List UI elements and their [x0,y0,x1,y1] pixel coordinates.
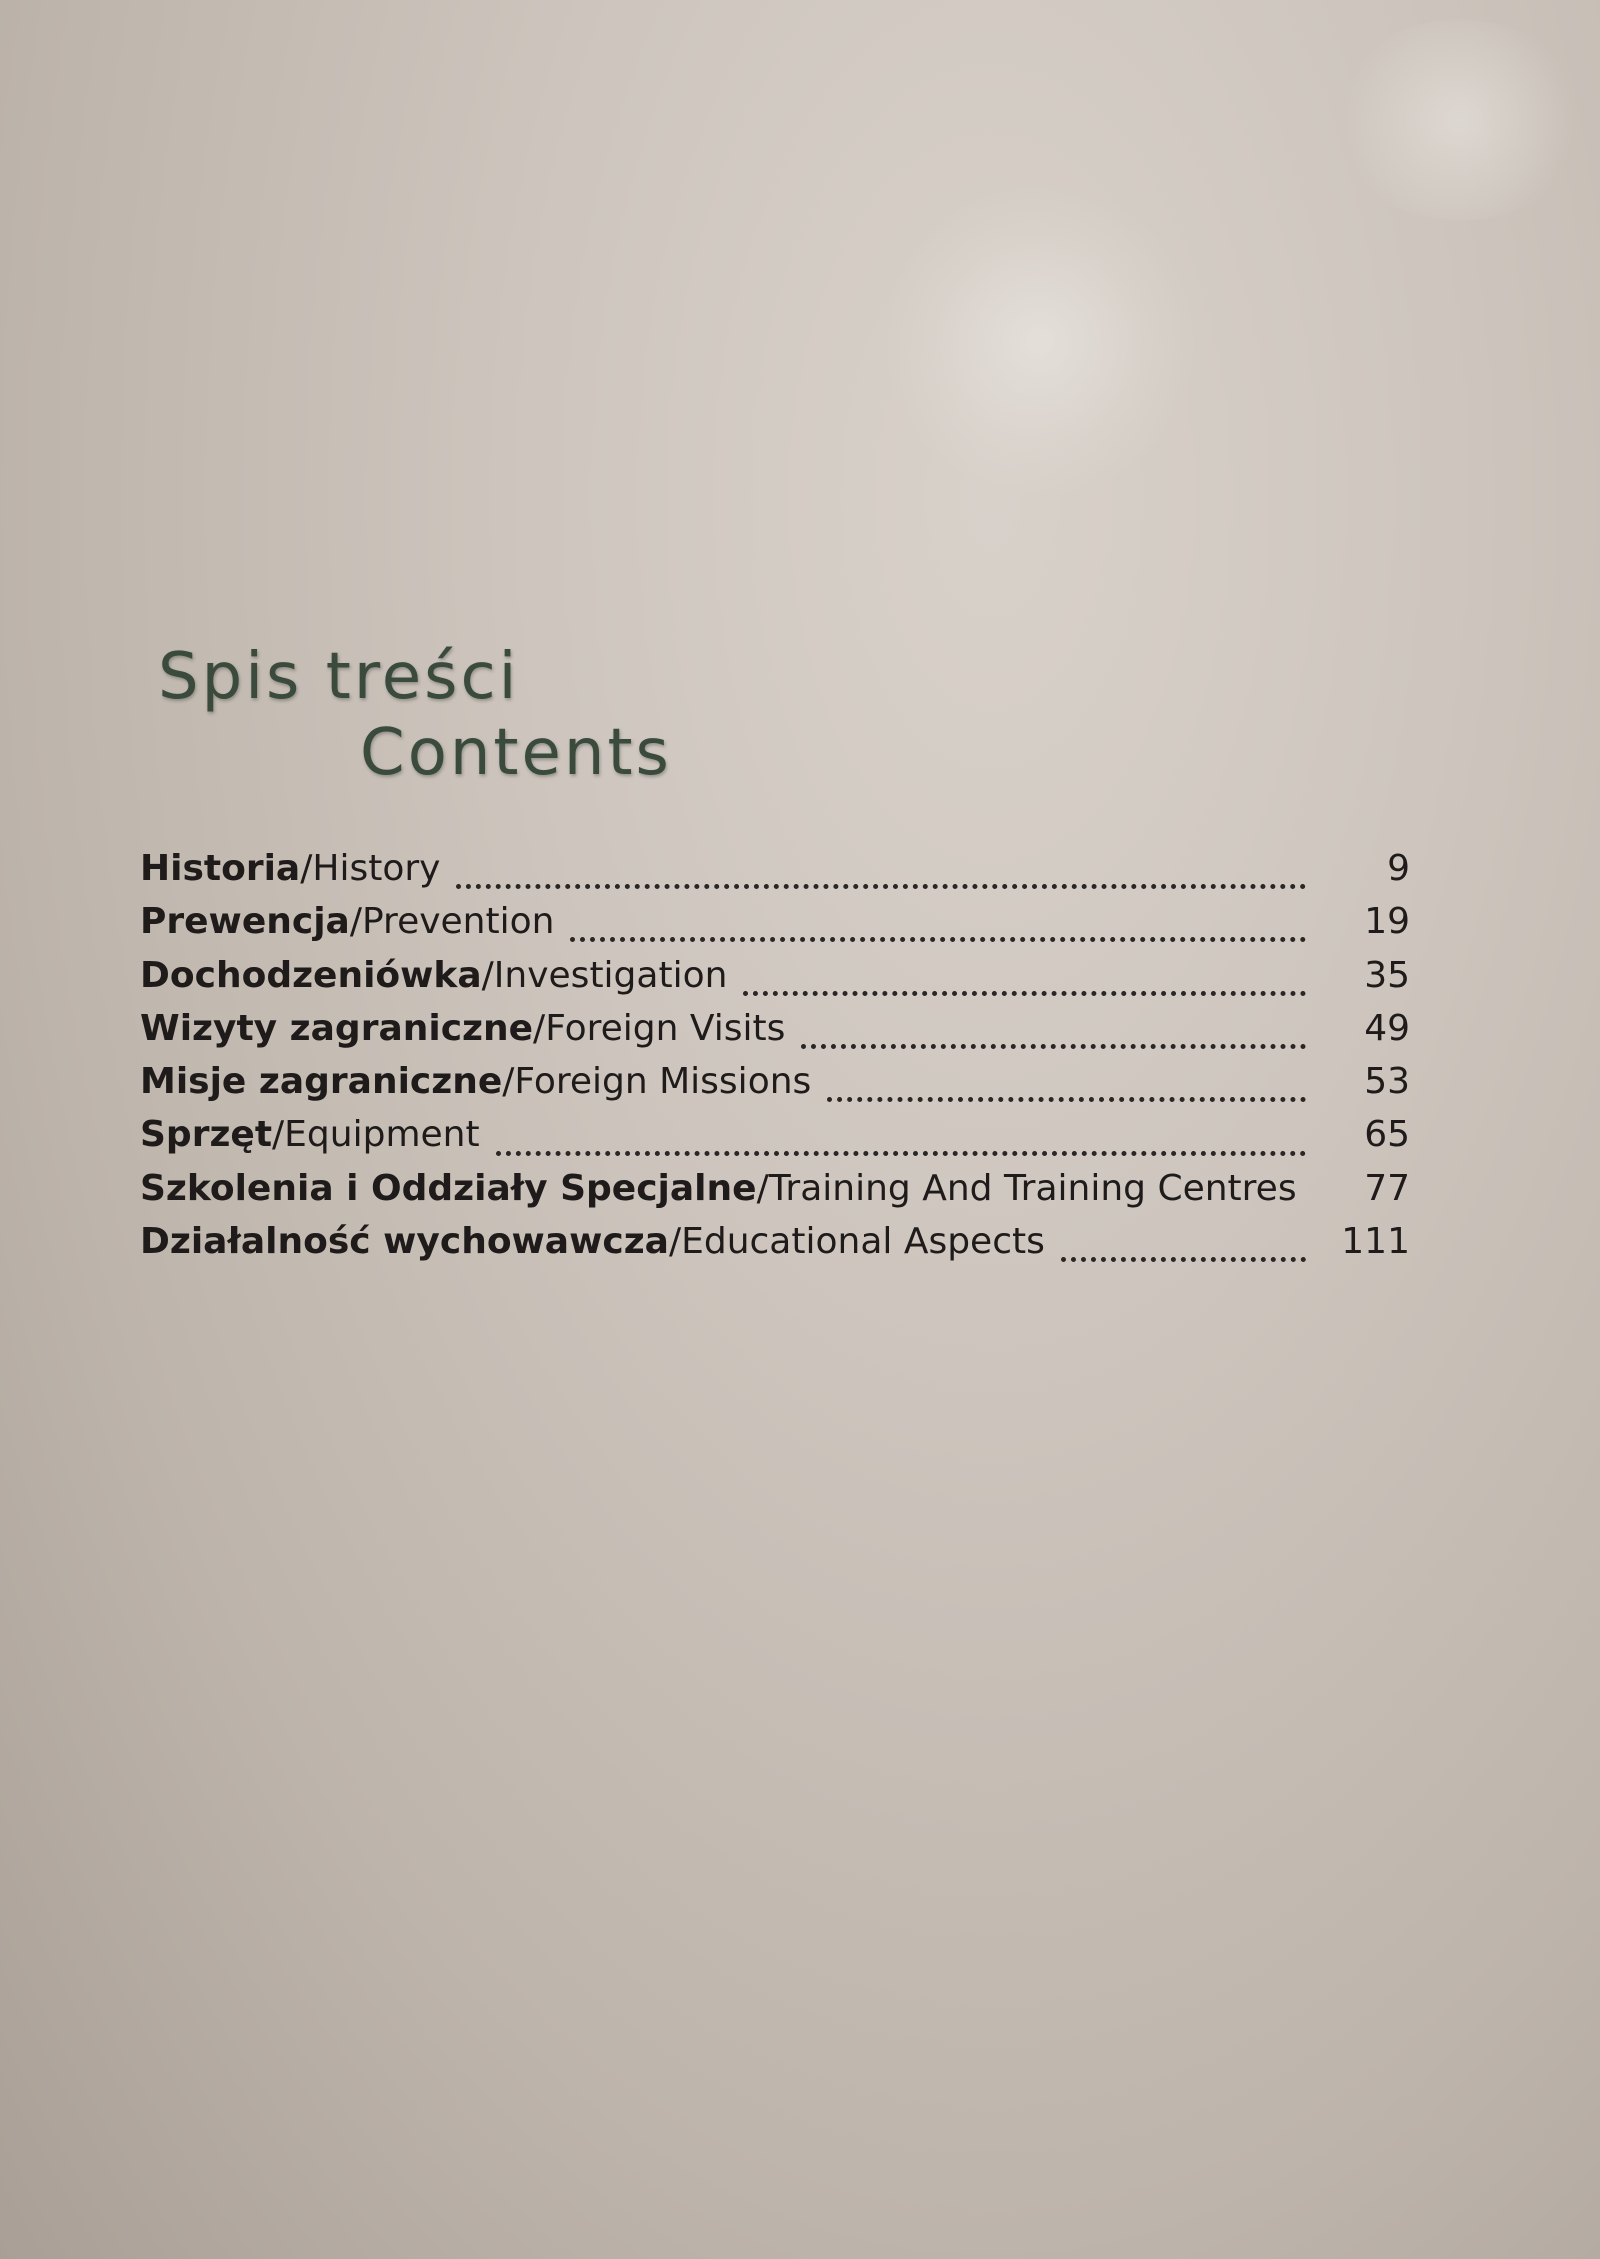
dot-leader [801,1044,1306,1049]
dot-leader [456,884,1306,889]
toc-entry-polish: Wizyty zagraniczne [140,1007,534,1049]
page-title-english: Contents [360,716,672,790]
toc-entry-polish: Dochodzeniówka [140,954,482,996]
toc-entry-english: Foreign Visits [545,1007,786,1049]
toc-entry-polish: Prewencja [140,901,350,943]
toc-entry [140,901,1410,954]
toc-entry-polish: Działalność wychowawcza [140,1221,669,1263]
toc-entry [140,1114,1410,1167]
dot-leader [570,937,1306,942]
toc-entry [140,1168,1410,1221]
toc-entry [140,848,1410,901]
dot-leader [1061,1257,1306,1262]
toc-entry-english: Foreign Missions [514,1061,812,1103]
toc-page-number: 49 [1364,1007,1410,1049]
toc-page-number: 19 [1364,901,1410,943]
toc-entry-english: Training And Training Centres [768,1167,1297,1209]
toc-page-number: 35 [1364,954,1410,996]
dot-leader [496,1151,1306,1156]
toc-separator: / [756,1167,769,1209]
toc-page-number: 111 [1341,1221,1410,1263]
toc-entry-polish: Szkolenia i Oddziały Specjalne [140,1167,757,1209]
dot-leader [827,1097,1306,1102]
toc-entry-polish: Historia [140,848,301,889]
table-of-contents [140,848,1410,1274]
page-title-polish: Spis treści [158,640,520,714]
toc-page-number: 65 [1364,1114,1410,1156]
toc-entry-english: Educational Aspects [681,1221,1045,1263]
toc-separator: / [668,1221,682,1263]
toc-entry-english: Prevention [361,901,555,943]
light-glare [880,180,1200,500]
toc-entry-english: Equipment [284,1114,480,1156]
toc-entry-english: Investigation [493,954,728,996]
toc-entry [140,1008,1410,1061]
toc-entry-polish: Misje zagraniczne [140,1061,503,1103]
toc-separator: / [533,1007,546,1049]
toc-separator: / [481,954,494,996]
toc-separator: / [349,901,362,943]
toc-page-number: 77 [1364,1167,1410,1209]
toc-entry-polish: Sprzęt [140,1114,273,1156]
light-glare [1330,20,1590,220]
toc-page-number: 53 [1364,1061,1410,1103]
toc-page-number: 9 [1387,848,1410,889]
dot-leader [743,991,1306,996]
toc-entry-english: History [312,848,441,889]
toc-entry [140,955,1410,1008]
toc-separator: / [272,1114,285,1156]
toc-entry [140,1061,1410,1114]
toc-separator: / [300,848,313,889]
toc-entry [140,1221,1410,1274]
toc-separator: / [502,1061,515,1103]
